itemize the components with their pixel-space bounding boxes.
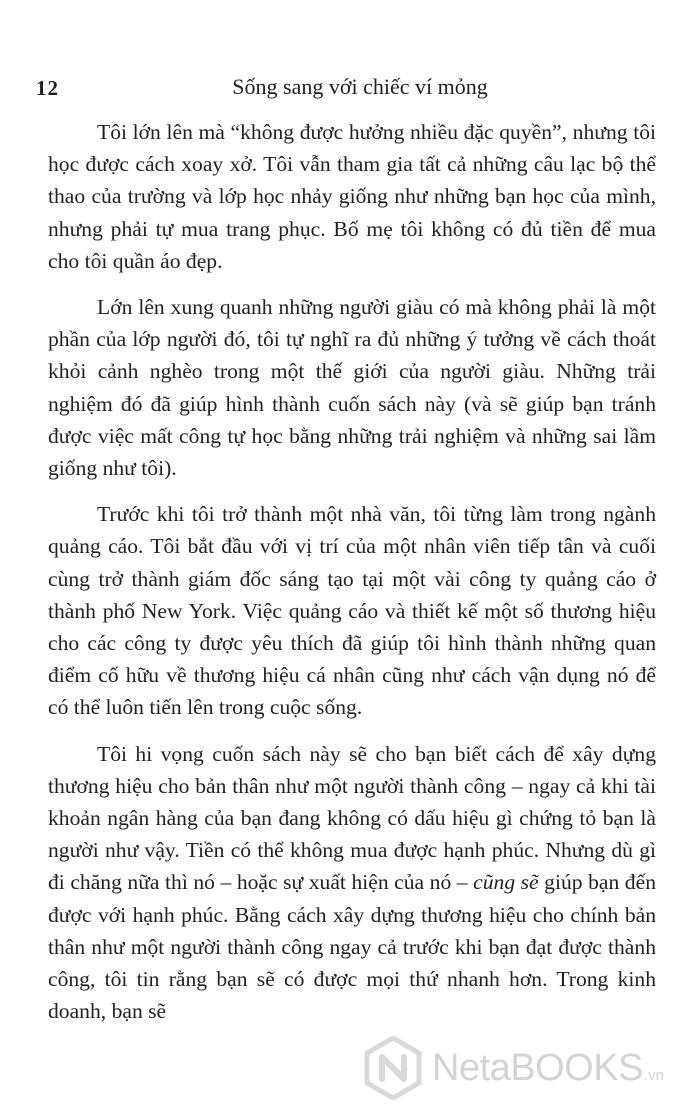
neta-logo-icon <box>360 1035 426 1101</box>
page-header <box>0 74 700 114</box>
paragraph-2: Lớn lên xung quanh những người giàu có mà không phải là một phần của lớp người đó, tôi tự nghĩ ra đủ những ý tưởng về cách thoát khỏi cảnh nghèo trong một thế giới của người giàu. Những trải nghiệm đó đã giúp hình thành cuốn sách này (và sẽ giúp bạn tránh được việc mất công tự học bằng những trải nghiệm và những sai lầm giống như tôi). <box>48 295 656 481</box>
page-number: 12 <box>36 76 59 100</box>
watermark-suffix: .vn <box>643 1066 664 1084</box>
paragraph-4-before: Tôi hi vọng cuốn sách này sẽ cho bạn biết cách để xây dựng thương hiệu cho bản thân như một người thành công – ngay cả khi tài khoản ngân hàng của bạn đang không có dấu hiệu gì chứng tỏ bạn là người như vậy. Tiền có thể không mua được hạnh phúc. Nhưng dù gì đi chăng nữa thì nó – hoặc sự xuất hiện của nó – <box>48 741 656 895</box>
paragraph-3: Trước khi tôi trở thành một nhà văn, tôi từng làm trong ngành quảng cáo. Tôi bắt đầu với vị trí của một nhân viên tiếp tân và cuối cùng trở thành giám đốc sáng tạo tại một vài công ty quảng cáo ở thành phố New York. Việc quảng cáo và thiết kế một số thương hiệu cho các công ty được yêu thích đã giúp tôi hình thành những quan điểm cố hữu về thương hiệu cá nhân cũng như cách vận dụng nó để có thể luôn tiến lên trong cuộc sống. <box>48 502 656 720</box>
paragraph-4-after: giúp bạn đến được với hạnh phúc. Bằng cách xây dựng thương hiệu cho chính bản thân như một người thành công ngay cả trước khi bạn đạt được thành công, tôi tin rằng bạn sẽ có được mọi thứ nhanh hơn. Trong kinh doanh, bạn sẽ <box>48 870 656 1024</box>
paragraph-4-emphasis: cũng sẽ <box>473 870 539 895</box>
running-title: Sống sang với chiếc ví mỏng <box>232 74 488 99</box>
body-text <box>48 116 656 1041</box>
paragraph-4 <box>48 738 656 1028</box>
watermark <box>360 1034 690 1102</box>
watermark-brand: NetaBOOKS <box>432 1046 643 1089</box>
paragraph-1: Tôi lớn lên mà “không được hưởng nhiều đặc quyền”, nhưng tôi học được cách xoay xở. Tôi vẫn tham gia tất cả những câu lạc bộ thể thao của trường và lớp học nhảy giống như những bạn học của mình, nhưng phải tự mua trang phục. Bố mẹ tôi không có đủ tiền để mua cho tôi quần áo đẹp. <box>48 120 656 273</box>
